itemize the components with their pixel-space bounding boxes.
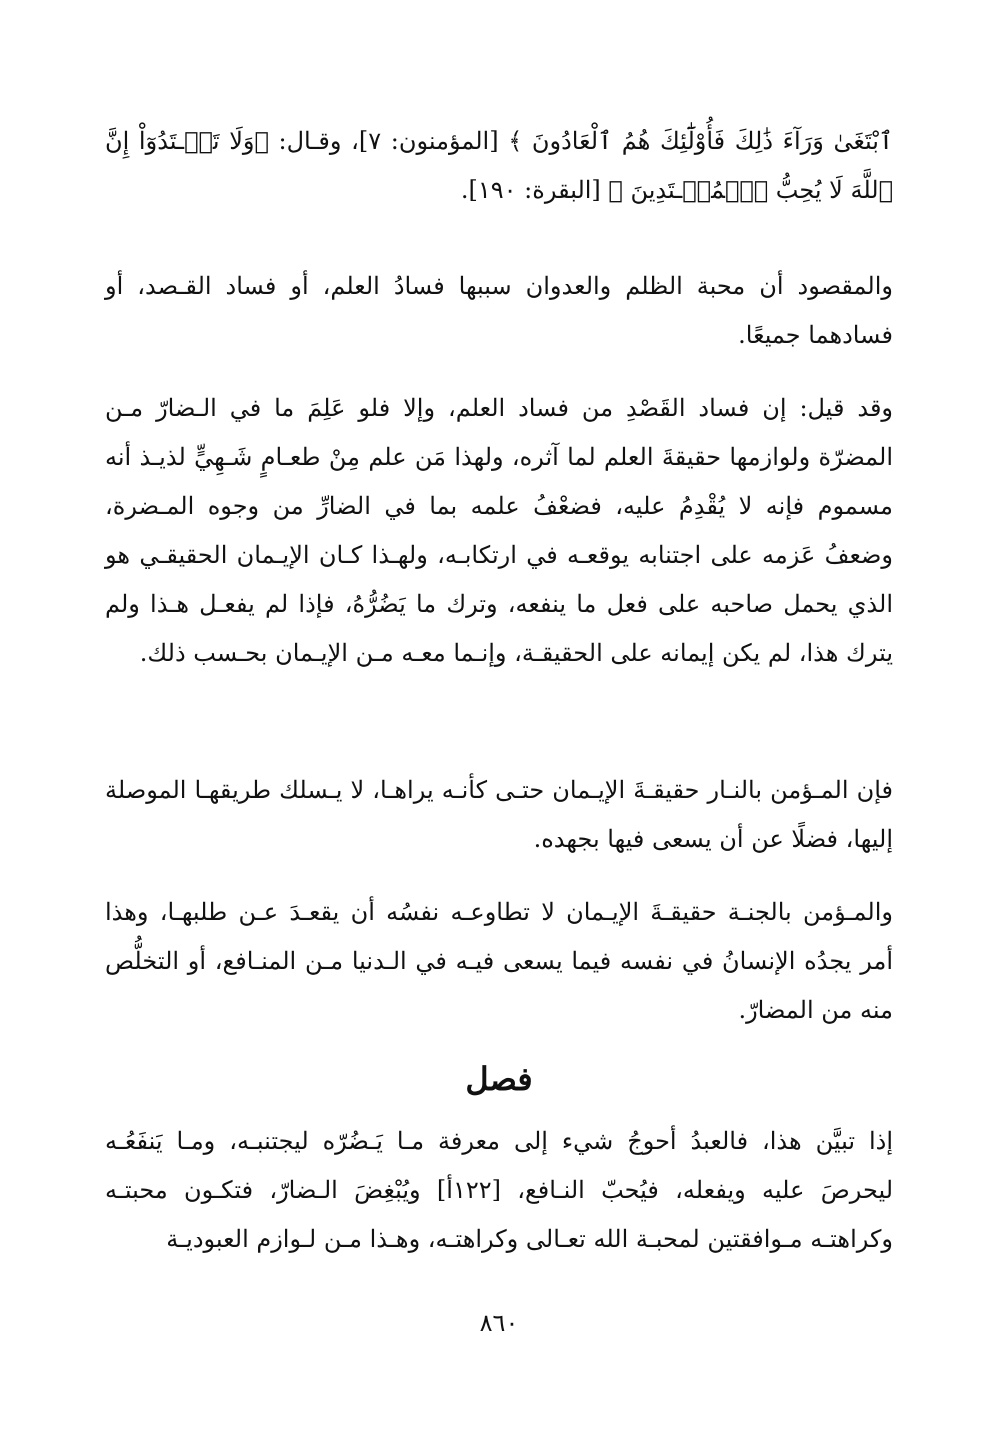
paragraph-believer-in-fire: فإن المـؤمن بالنـار حقيقـةَ الإيـمان حتـى كأنـه يراهـا، لا يـسلك طريقهـا الموصلة إليها، فضلًا عن أن يسعى فيها بجهده. xyxy=(105,776,893,853)
section-heading: فصل xyxy=(465,1060,533,1098)
paragraph-section-opening: إذا تبيَّن هذا، فالعبدُ أحوجُ شيء إلى معرفة مـا يَـضُرّه ليجتنبـه، ومـا يَنفَعُـه ليحرصَ عليه ويفعله، فيُحبّ النـافع، [١٢٢أ] ويُبْغِضَ الـضارّ، فتكـون محبتـه وكراهتـه مـوافقتين لمحبـة الله تعـالى وكراهتـه، وهـذا مـن لـوازم العبوديـة xyxy=(105,1127,894,1253)
paragraph-believer-in-paradise: والمـؤمن بالجنـة حقيقـةَ الإيـمان لا تطاوعـه نفسُه أن يقعـدَ عـن طلبهـا، وهذا أمر يجدُه الإنسانُ في نفسه فيما يسعى فيـه في الـدنيا مـن المنـافع، أو التخلُّص منه من المضارّ. xyxy=(105,898,893,1024)
quran-verse-block: ٱبْتَغَىٰ وَرَآءَ ذَٰلِكَ فَأُوْلَٰٓئِكَ هُمُ ٱلْعَادُونَ ﴾ [المؤمنون: ٧]، وقـال: ﴿وَلَا تَعۡـتَدُوٓاْ إِنَّ ٱللَّهَ لَا يُحِبُّ ٱلۡمُعۡـتَدِينَ ﴾ [البقرة: ١٩٠]. xyxy=(105,127,894,204)
paragraph-corruption-of-knowledge: والمقصود أن محبة الظلم والعدوان سببها فسادُ العلم، أو فساد القـصد، أو فسادهما جميعًا. xyxy=(105,272,893,349)
paragraph-it-was-said: وقد قيل: إن فساد القَصْدِ من فساد العلم، وإلا فلو عَلِمَ ما في الـضارّ مـن المضرّة ولوازمها حقيقةَ العلم لما آثره، ولهذا مَن علم مِنْ طعـامٍ شَـهِيٍّ لذيـذ أنه مسموم فإنه لا يُقْدِمُ عليه، فضعْفُ علمه بما في الضارِّ من وجوه المـضرة، وضعفُ عَزمه على اجتنابه يوقعـه في ارتكابـه، ولهـذا كـان الإيـمان الحقيقـي هو الذي يحمل صاحبه على فعل ما ينفعه، وترك ما يَضُرُّهُ، فإذا لم يفعـل هـذا ولم يترك هذا، لم يكن إيمانه على الحقيقـة، وإنـما معـه مـن الإيـمان بحـسب ذلك. xyxy=(105,394,894,667)
page-number: ٨٦٠ xyxy=(479,1309,519,1337)
